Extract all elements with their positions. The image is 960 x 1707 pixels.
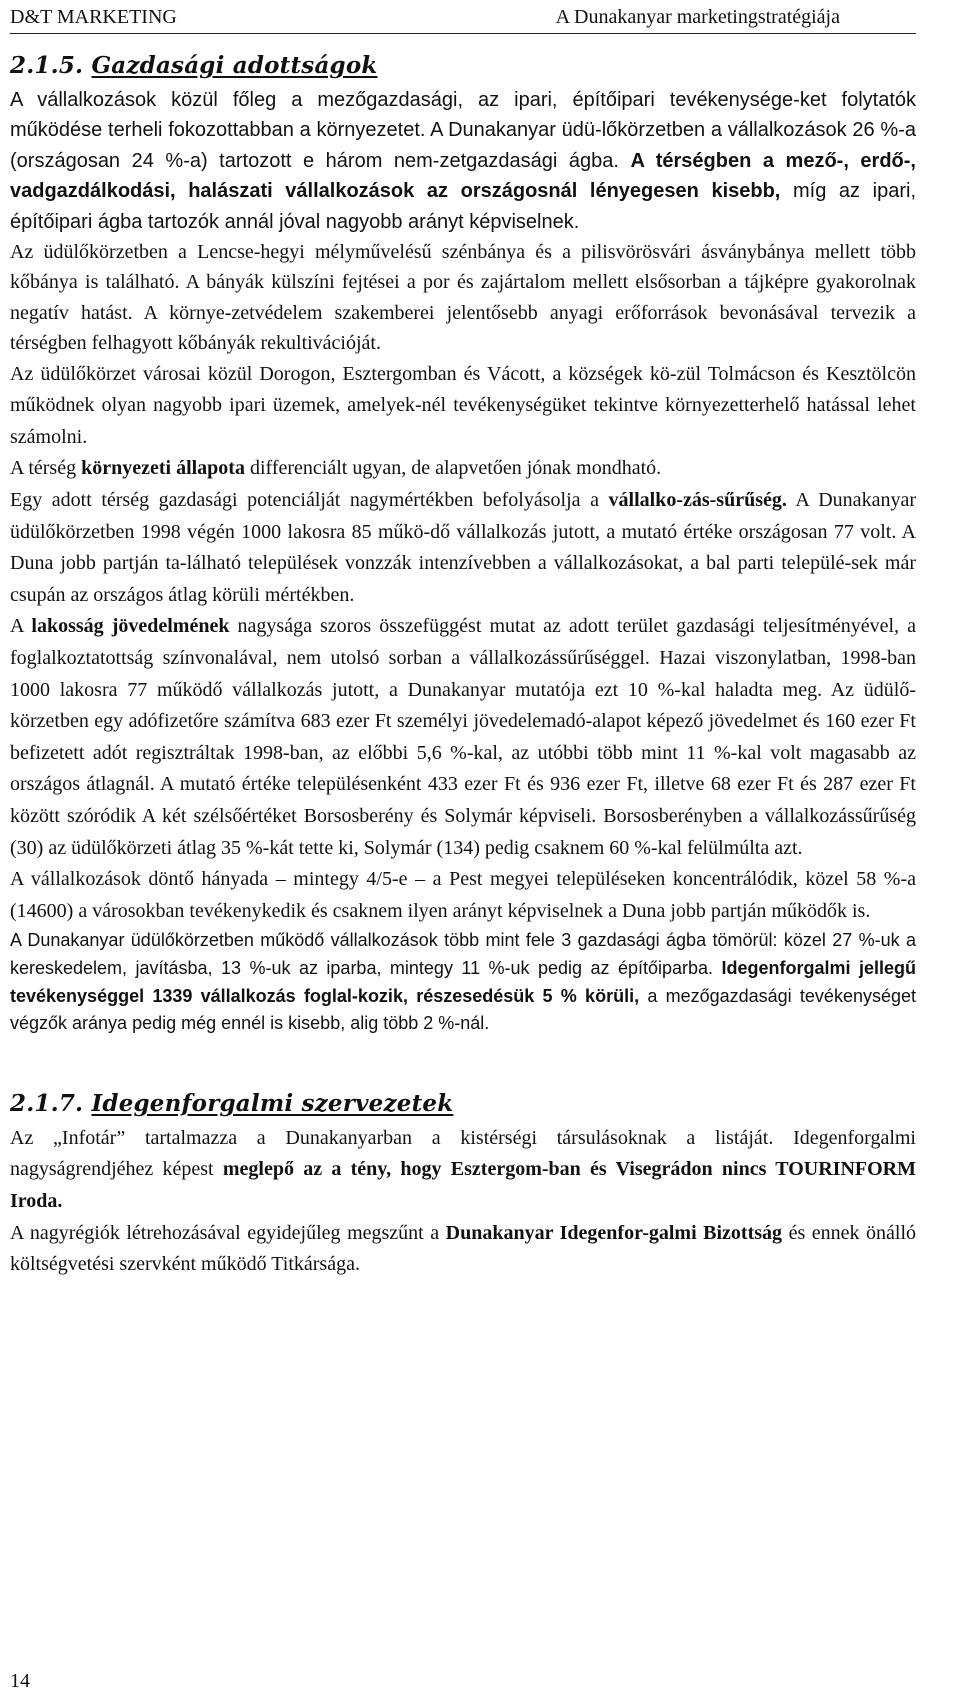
paragraph-9-bold: meglepő az a tény, hogy Esztergom-ban és Visegrádon nincs TOURINFORM Iroda.: [10, 1158, 916, 1212]
paragraph-2: Az üdülőkörzetben a Lencse-hegyi mélyművelésű szénbánya és a pilisvörösvári ásványbánya mellett több kőbánya is található. A bányák külszíni fejtései a por és zajártalom mellett elsősorban a tájképre gyakorolnak negatív hatást. A környe-zetvédelem szakemberei jelentősebb anyagi erőforrások bevonásával tervezik a térségben felhagyott kőbányák rekultivációját.: [10, 241, 916, 355]
paragraph-10-text-a: A nagyrégiók létrehozásával egyidejűleg megszűnt a: [10, 1221, 446, 1244]
section-number: 2.1.5.: [10, 52, 84, 79]
paragraph-5-text-a: Egy adott térség gazdasági potenciálját nagymértékben befolyásolja a: [10, 489, 609, 512]
page-header: [10, 0, 916, 34]
paragraph-7: A vállalkozások döntő hányada – mintegy 4/5-e – a Pest megyei településeken koncentrálódik, közel 58 %-a (14600) a városokban tevékenykedik és csaknem ilyen arányt képviselnek a Duna jobb partján működők is.: [10, 868, 916, 922]
paragraph-4-text-a: A térség: [10, 457, 82, 480]
paragraph-10-text-c: és ennek önálló költségvetési szervként működő Titkársága.: [10, 1221, 917, 1276]
paragraph-3: Az üdülőkörzet városai közül Dorogon, Esztergomban és Vácott, a községek kö-zül Tolmácson és Kesztölcön működnek olyan nagyobb ipari üzemek, amelyek-nél tevékenységüket tekintve környezetterhelő hatással lehet számolni.: [10, 362, 916, 448]
paragraph-6: [10, 611, 916, 864]
paragraph-4: [10, 453, 916, 485]
paragraph-6-text-c: nagysága szoros összefüggést mutat az adott terület gazdasági teljesítményével, a foglalkoztatottság színvonalával, nem utolsó sorban a vállalkozássűrűséggel. Hazai viszonylatban, 1998-ban 1000 lakosra 77 működő vállalkozás jutott, a Dunakanyar mutatója ezt 10 %-kal haladta meg. Az üdülő-körzetben egy adófizetőre számítva 683 ezer Ft személyi jövedelemadó-alapot képező jövedelmet és 160 ezer Ft befizetett adót regisztráltak 1998-ban, az előbbi 5,6 %-kal, az utóbbi több mint 11 %-kal volt magasabb az országos átlagnál. A mutató értéke településenként 433 ezer Ft és 936 ezer Ft, illetve 68 ezer Ft és 287 ezer Ft között szóródik A két szélsőértéket Borsosberény és Solymár képviseli. Borsosberényben a vállalkozássűrűség (30) az üdülőkörzeti átlag 35 %-kát tette ki, Solymár (134) pedig csaknem 60 %-kal felülmúlta azt.: [10, 615, 917, 859]
section-heading-2-1-7: [10, 1090, 916, 1117]
paragraph-5-bold: vállalko-zás-sűrűség.: [608, 489, 787, 512]
paragraph-1-text-a: A vállalkozások közül főleg a mezőgazdasági, az ipari, építőipari tevékenysége-ket folytatók működése terheli fokozottabban a környezetet. A Dunakanyar üdü-lőkörzetben a vállalkozások 26 %-a (országosan 24 %-a) tartozott e három nem-zetgazdasági ágba.: [10, 89, 916, 172]
paragraph-8-text-a: A Dunakanyar üdülőkörzetben működő vállalkozások több mint fele 3 gazdasági ágba tömörül: közel 27 %-uk a kereskedelem, javításba, 13 %-uk az iparba, mintegy 11 %-uk pedig az építőiparba.: [10, 930, 916, 978]
section-number: 2.1.7.: [10, 1089, 84, 1117]
paragraph-9: [10, 1123, 916, 1218]
paragraph-10-bold: Dunakanyar Idegenfor-galmi Bizottság: [445, 1221, 783, 1244]
paragraph-4-text-c: differenciált ugyan, de alapvetően jónak mondható.: [244, 457, 662, 480]
paragraph-8-text-c: a mezőgazdasági tevékenységet végzők aránya pedig még ennél is kisebb, alig több 2 %-nál.: [10, 985, 917, 1034]
paragraph-5-text-c: A Dunakanyar üdülőkörzetben 1998 végén 1000 lakosra 85 műkö-dő vállalkozás jutott, a mutató értéke országosan 77 volt. A Duna jobb partján ta-lálható települések vonzzák intenzívebben a vállalkozásokat, a bal parti települé-sek már csupán az országos átlag körüli mértékben.: [10, 489, 916, 606]
section-title: Gazdasági adottságok: [91, 52, 378, 79]
paragraph-1-text-c: míg az ipari, építőipari ágba tartozók annál jóval nagyobb arányt képviselnek.: [10, 180, 916, 233]
paragraph-8-bold: Idegenforgalmi jellegű tevékenységgel 1339 vállalkozás foglal-kozik, részesedésük 5 % körüli,: [10, 957, 917, 1006]
paragraph-8: [10, 927, 916, 1037]
paragraph-4-bold: környezeti állapota: [81, 457, 245, 480]
paragraph-6-bold: lakosság jövedelmének: [31, 615, 230, 638]
section-heading-2-1-5: [10, 52, 916, 79]
header-company: D&T MARKETING: [10, 6, 177, 28]
page-number: 14: [10, 1670, 30, 1692]
paragraph-10: [10, 1218, 916, 1281]
paragraph-5: [10, 485, 916, 611]
paragraph-9-text-a: Az „Infotár” tartalmazza a Dunakanyarban a kistérségi társulásoknak a listáját. Idegenforgalmi nagyságrendjéhez képest: [10, 1126, 916, 1181]
paragraph-6-text-a: A: [10, 615, 32, 638]
section-title: Idegenforgalmi szervezetek: [91, 1089, 454, 1117]
paragraph-1: [10, 85, 916, 237]
paragraph-1-bold: A térségben a mező-, erdő-, vadgazdálkodási, halászati vállalkozások az országosnál lényegesen kisebb,: [10, 149, 916, 203]
header-document-title: A Dunakanyar marketingstratégiája: [555, 6, 840, 28]
